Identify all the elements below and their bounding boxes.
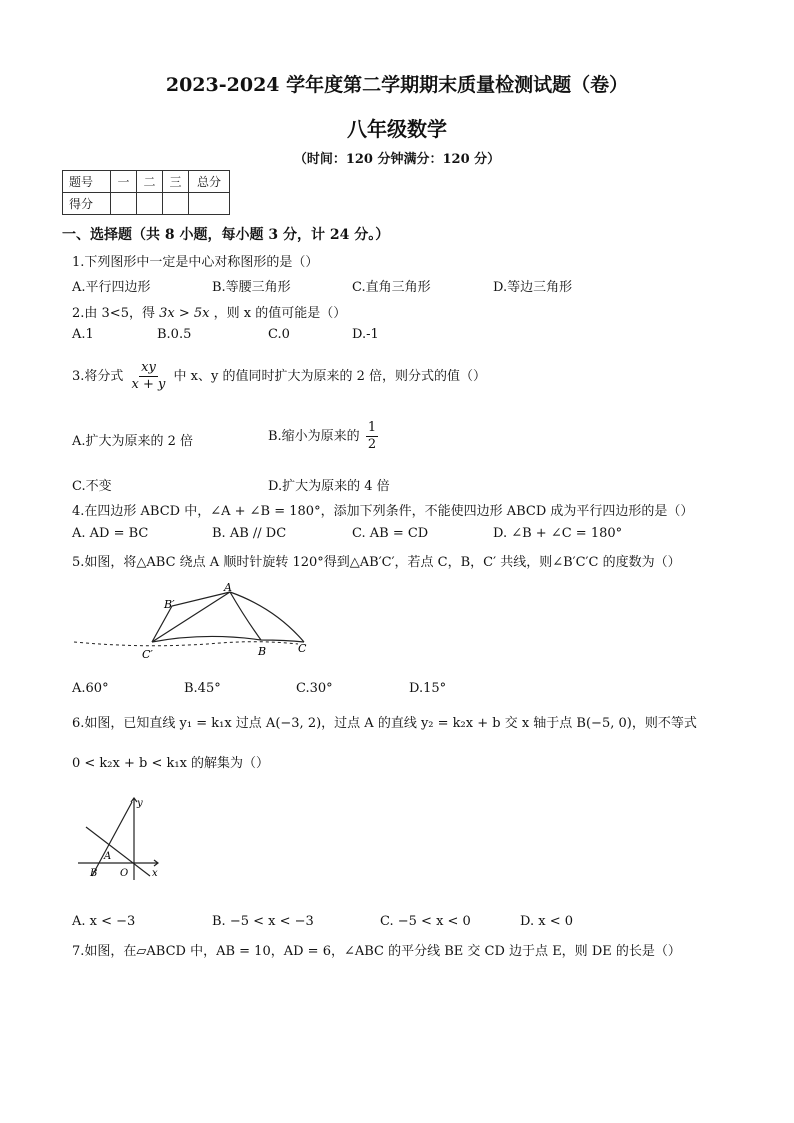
q2-option-c: C.0 <box>268 327 290 342</box>
q6-label-x: x <box>152 868 158 879</box>
q3-option-a: A.扩大为原来的 2 倍 <box>72 434 194 449</box>
q5-label-a: A <box>224 581 232 594</box>
score-cell: 总分 <box>189 171 230 193</box>
score-cell: 一 <box>111 171 137 193</box>
q3-fraction-denominator: x + y <box>131 377 166 392</box>
q6-label-o: O <box>120 868 129 879</box>
q2-option-d: D.-1 <box>352 327 379 342</box>
q3-option-b-numerator: 1 <box>367 420 377 435</box>
q5-option-c: C.30° <box>296 681 333 696</box>
q2-stem-pre: 2.由 3<5，得 <box>72 306 155 321</box>
q3-option-b-fraction <box>366 420 378 453</box>
q3-option-c: C.不变 <box>72 479 112 494</box>
q5-segment-c1c <box>152 636 304 642</box>
exam-info: （时间：120 分钟满分：120 分） <box>293 152 501 167</box>
q6-line-y2 <box>92 802 132 876</box>
q5-label-b1: B′ <box>164 598 175 611</box>
question-4-stem: 4.在四边形 ABCD 中，∠A + ∠B = 180°，添加下列条件，不能使四边形 ABCD 成为平行四边形的是（） <box>72 504 694 519</box>
q6-option-b: B. −5 < x < −3 <box>212 914 314 929</box>
q3-stem-pre: 3.将分式 <box>72 369 124 384</box>
q2-option-a: A.1 <box>72 327 94 342</box>
score-table-score-row <box>63 193 230 215</box>
q3-stem-post: 中 x、y 的值同时扩大为原来的 2 倍，则分式的值（） <box>173 369 487 384</box>
q3-option-b-denominator: 2 <box>367 437 377 452</box>
exam-title: 2023-2024 学年度第二学期期末质量检测试题（卷） <box>165 74 629 96</box>
q5-option-d: D.15° <box>409 681 447 696</box>
q6-coordinate-diagram <box>76 794 164 884</box>
score-table-header-row <box>63 171 230 193</box>
q5-rotation-diagram <box>70 578 320 660</box>
q4-option-c: C. AB = CD <box>352 526 429 541</box>
q2-stem-post: ，则 x 的值可能是（） <box>213 306 347 321</box>
exam-subtitle: 八年级数学 <box>347 117 447 141</box>
score-cell: 三 <box>163 171 189 193</box>
q6-label-a: A <box>104 851 112 862</box>
q5-label-c: C <box>298 642 307 655</box>
q3-fraction-numerator: xy <box>141 360 156 375</box>
score-cell <box>163 193 189 215</box>
q5-segment-ac <box>230 592 304 642</box>
q6-option-a: A. x < −3 <box>72 914 136 929</box>
q1-option-c: C.直角三角形 <box>352 280 431 295</box>
q2-option-b: B.0.5 <box>157 327 192 342</box>
q6-label-y: y <box>137 798 143 809</box>
q4-option-a: A. AD = BC <box>72 526 149 541</box>
q3-option-b-label: B.缩小为原来的 <box>268 429 360 444</box>
q1-option-d: D.等边三角形 <box>493 280 573 295</box>
q5-segment-ab <box>230 592 261 640</box>
score-cell <box>189 193 230 215</box>
q4-option-b: B. AB // DC <box>212 526 287 541</box>
q6-label-b: B <box>90 868 98 879</box>
question-6-stem-line2: 0 < k₂x + b < k₁x 的解集为（） <box>72 756 270 771</box>
q1-option-b: B.等腰三角形 <box>212 280 291 295</box>
question-3-stem <box>72 360 486 393</box>
q5-option-a: A.60° <box>72 681 109 696</box>
score-cell: 二 <box>137 171 163 193</box>
section-heading: 一、选择题（共 8 小题，每小题 3 分，计 24 分。） <box>62 227 390 243</box>
q3-option-d: D.扩大为原来的 4 倍 <box>268 479 390 494</box>
q6-option-c: C. −5 < x < 0 <box>380 914 471 929</box>
question-1-stem: 1.下列图形中一定是中心对称图形的是（） <box>72 255 319 270</box>
score-cell <box>137 193 163 215</box>
q5-label-b: B <box>258 645 267 658</box>
q2-inequality: 3x > 5x <box>159 306 210 321</box>
question-7-stem: 7.如图，在▱ABCD 中，AB = 10，AD = 6，∠ABC 的平分线 BE 交 CD 边于点 E，则 DE 的长是（） <box>72 944 681 959</box>
question-5-stem: 5.如图，将△ABC 绕点 A 顺时针旋转 120°得到△AB′C′，若点 C，B，C′ 共线，则∠B′C′C 的度数为（） <box>72 555 681 570</box>
q5-label-c1: C′ <box>142 648 153 660</box>
q6-option-d: D. x < 0 <box>520 914 573 929</box>
question-2-stem <box>72 302 346 321</box>
score-table <box>62 170 230 215</box>
q3-option-b <box>268 420 380 453</box>
q5-option-b: B.45° <box>184 681 221 696</box>
question-6-stem-line1: 6.如图，已知直线 y₁ = k₁x 过点 A(−3, 2)，过点 A 的直线 y₂ = k₂x + b 交 x 轴于点 B(−5, 0)，则不等式 <box>72 716 697 731</box>
q1-option-a: A.平行四边形 <box>72 280 151 295</box>
score-cell: 题号 <box>63 171 111 193</box>
q3-fraction <box>130 360 168 393</box>
score-cell: 得分 <box>63 193 111 215</box>
q4-option-d: D. ∠B + ∠C = 180° <box>493 526 623 541</box>
score-cell <box>111 193 137 215</box>
